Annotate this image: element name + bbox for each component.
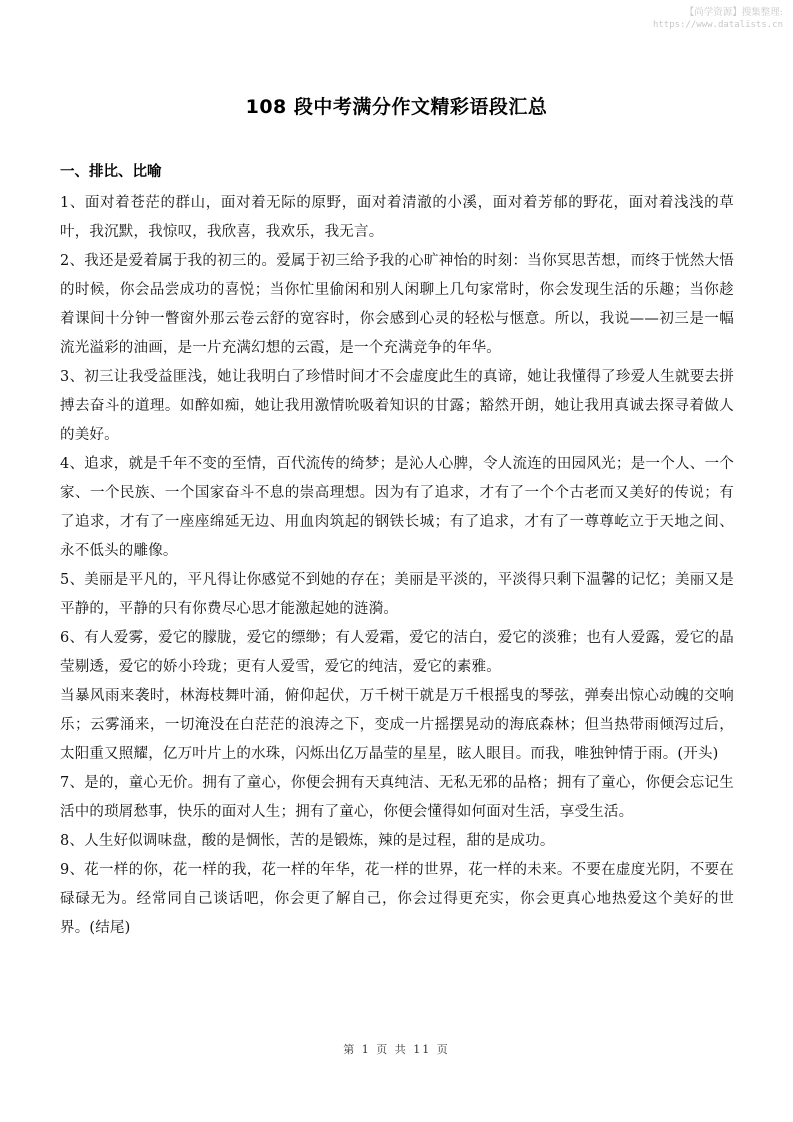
page-indicator: 第 1 页 共 11 页 [343, 1043, 450, 1056]
paragraph-4: 4、追求，就是千年不变的至情，百代流传的绮梦；是沁人心脾，令人流连的田园风光；是一个人、一个家、一个民族、一个国家奋斗不息的崇高理想。因为有了追求，才有了一个个古老而又美好的传说；有了追求，才有了一座座绵延无边、用血肉筑起的钢铁长城；有了追求，才有了一尊尊屹立于天地之间、永不低头的雕像。 [60, 456, 734, 559]
paragraph-9: 9、花一样的你，花一样的我，花一样的年华，花一样的世界，花一样的未来。不要在虚度光阴，不要在碌碌无为。经常同自己谈话吧，你会更了解自己，你会过得更充实，你会更真心地热爱这个美好的世界。(结尾) [60, 862, 734, 936]
paragraph-1: 1、面对着苍茫的群山，面对着无际的原野，面对着清澈的小溪，面对着芳郁的野花，面对着浅浅的草叶，我沉默，我惊叹，我欣喜，我欢乐，我无言。 [60, 195, 734, 240]
paragraph-2: 2、我还是爱着属于我的初三的。爱属于初三给予我的心旷神怡的时刻：当你冥思苦想，而终于恍然大悟的时候，你会品尝成功的喜悦；当你忙里偷闲和别人闲聊上几句家常时，你会发现生活的乐趣；当你趁着课间十分钟一瞥窗外那云卷云舒的宽容时，你会感到心灵的轻松与惬意。所以，我说——初三是一幅流光溢彩的油画，是一片充满幻想的云霞，是一个充满竞争的年华。 [60, 253, 734, 356]
watermark-url: https://www.datalists.cn [652, 20, 783, 30]
document-title: 108 段中考满分作文精彩语段汇总 [245, 96, 548, 118]
section-heading: 一、排比、比喻 [60, 164, 162, 180]
paragraph-7: 7、是的，童心无价。拥有了童心，你便会拥有天真纯洁、无私无邪的品格；拥有了童心，你便会忘记生活中的琐屑愁事，快乐的面对人生；拥有了童心，你便会懂得如何面对生活，享受生活。 [60, 775, 734, 820]
paragraph-5: 5、美丽是平凡的，平凡得让你感觉不到她的存在；美丽是平淡的，平淡得只剩下温馨的记忆；美丽又是平静的，平静的只有你费尽心思才能激起她的涟漪。 [60, 572, 734, 617]
paragraph-storm-opening: 当暴风雨来袭时，林海枝舞叶涌，俯仰起伏，万千树干就是万千根摇曳的琴弦，弹奏出惊心动魄的交响乐；云雾涌来，一切淹没在白茫茫的浪涛之下，变成一片摇摆晃动的海底森林；但当热带雨倾泻过后，太阳重又照耀，亿万叶片上的水珠，闪烁出亿万晶莹的星星，眩人眼目。而我，唯独钟情于雨。(开头) [60, 688, 734, 762]
paragraph-6: 6、有人爱雾，爱它的朦胧，爱它的缥缈；有人爱霜，爱它的洁白，爱它的淡雅；也有人爱露，爱它的晶莹剔透，爱它的娇小玲珑；更有人爱雪，爱它的纯洁，爱它的素雅。 [60, 630, 734, 675]
document-body [60, 160, 734, 943]
watermark [653, 6, 783, 32]
paragraph-8: 8、人生好似调味盘，酸的是惆怅，苦的是锻炼，辣的是过程，甜的是成功。 [60, 833, 555, 849]
paragraph-3: 3、初三让我受益匪浅，她让我明白了珍惜时间才不会虚度此生的真谛，她让我懂得了珍爱人生就要去拼搏去奋斗的道理。如醉如痴，她让我用激情吮吸着知识的甘露；豁然开朗，她让我用真诚去探寻着做人的美好。 [60, 369, 734, 443]
watermark-source: 【尚学资源】搜集整理: [684, 7, 783, 18]
